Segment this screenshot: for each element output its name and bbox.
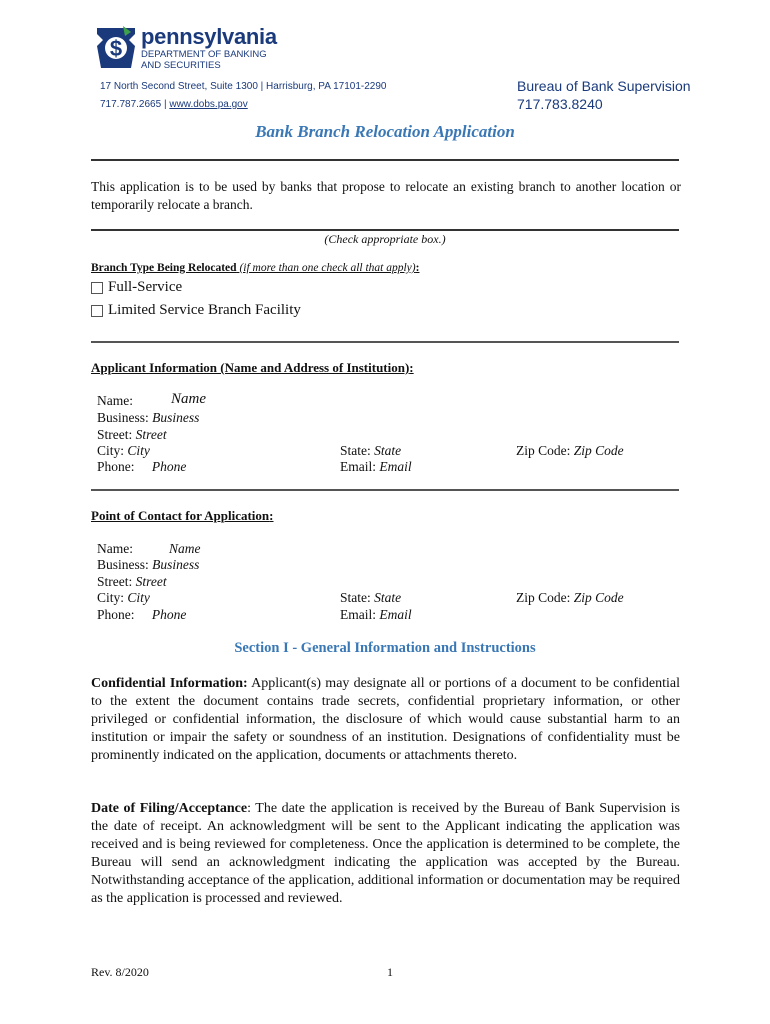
option-label: Full-Service xyxy=(108,279,183,295)
field-label: State: xyxy=(340,590,371,605)
applicant-name-value[interactable]: Name xyxy=(171,391,206,407)
applicant-heading-text: Applicant Information (Name and Address of Institution) xyxy=(91,360,410,375)
contact-city-field[interactable] xyxy=(97,590,150,606)
contact-zip-field[interactable] xyxy=(516,590,624,606)
field-label: Name: xyxy=(97,393,133,408)
contact-email-field[interactable] xyxy=(340,607,412,623)
option-full-service[interactable] xyxy=(91,279,182,296)
contact-phone-field[interactable] xyxy=(97,607,186,623)
contact-email-value[interactable]: Email xyxy=(379,607,412,622)
dept-line-2: AND SECURITIES xyxy=(141,60,221,71)
street-address: 17 North Second Street, Suite 1300 | Harrisburg, PA 17101-2290 xyxy=(100,81,387,92)
paragraph-label: Confidential Information: xyxy=(91,676,248,691)
contact-name-value[interactable]: Name xyxy=(169,541,201,556)
applicant-street-field[interactable] xyxy=(97,427,167,443)
field-label: Street: xyxy=(97,574,133,589)
contact-zip-value[interactable]: Zip Code xyxy=(573,590,624,605)
contact-state-field[interactable] xyxy=(340,590,401,606)
contact-phone-value[interactable]: Phone xyxy=(151,607,187,622)
field-label: Name: xyxy=(97,541,133,556)
contact-heading xyxy=(91,508,274,524)
branch-type-label: Branch Type Being Relocated xyxy=(91,262,237,274)
field-label: City: xyxy=(97,590,125,605)
paragraph-text: Applicant(s) may designate all or portions of a document to be confidential to the extent the document contains trade secrets, confidential proprietary information, or other privileged or confidential information, the disclosure of which would cause substantial harm to an institution or impair the safety or soundness of an institution. Designations of confidentiality must be prominently indicated on the application, documents or attachments thereto. xyxy=(91,676,680,763)
contact-heading-text: Point of Contact for Application xyxy=(91,508,270,523)
field-label: Business: xyxy=(97,410,149,425)
checkbox[interactable] xyxy=(91,305,103,317)
contact-name-field[interactable] xyxy=(97,541,201,557)
bureau-phone: 717.783.8240 xyxy=(517,96,603,112)
bureau-block xyxy=(517,77,691,113)
option-label: Limited Service Branch Facility xyxy=(108,302,301,318)
applicant-email-value[interactable]: Email xyxy=(379,459,412,474)
phone-website xyxy=(100,99,248,110)
applicant-state-field[interactable] xyxy=(340,443,401,459)
applicant-heading-colon: : xyxy=(409,360,414,375)
contact-state-value[interactable]: State xyxy=(374,590,402,605)
applicant-business-value[interactable]: Business xyxy=(152,410,200,425)
field-label: Street: xyxy=(97,427,133,442)
applicant-phone-field[interactable] xyxy=(97,459,186,475)
branch-type-colon: : xyxy=(415,262,420,274)
field-label: City: xyxy=(97,443,125,458)
page-title: Bank Branch Relocation Application xyxy=(255,122,515,141)
checkbox[interactable] xyxy=(91,282,103,294)
bureau-name: Bureau of Bank Supervision xyxy=(517,78,691,94)
contact-street-value[interactable]: Street xyxy=(135,574,167,589)
applicant-city-value[interactable]: City xyxy=(127,443,150,458)
paragraph-text: : The date the application is received by the Bureau of Bank Supervision is the date of receipt. An acknowledgment will be sent to the Applicant indicating the application was received and is being reviewed for completeness. Once the application is determined to be complete, the Bureau will send an acknowledgment indicating the application was accepted by the Bureau. Notwithstanding acceptance of the application, additional information or documentation may be required as the application is processed and reviewed. xyxy=(91,801,680,906)
branch-type-note: (if more than one check all that apply) xyxy=(239,262,416,274)
paragraph-label: Date of Filing/Acceptance xyxy=(91,801,248,816)
field-label: Email: xyxy=(340,459,376,474)
field-label: Zip Code: xyxy=(516,590,571,605)
contact-city-value[interactable]: City xyxy=(127,590,150,605)
applicant-email-field[interactable] xyxy=(340,459,412,475)
field-label: Phone: xyxy=(97,459,135,474)
dept-phone: 717.787.2665 | xyxy=(100,99,167,110)
applicant-phone-value[interactable]: Phone xyxy=(151,459,187,474)
filing-date-paragraph xyxy=(91,800,680,908)
field-label: Email: xyxy=(340,607,376,622)
website-link[interactable]: www.dobs.pa.gov xyxy=(169,99,248,110)
revision-date: Rev. 8/2020 xyxy=(91,965,149,979)
option-limited-service[interactable] xyxy=(91,302,301,319)
applicant-state-value[interactable]: State xyxy=(374,443,402,458)
applicant-city-field[interactable] xyxy=(97,443,150,459)
branch-type-heading xyxy=(91,262,419,274)
contact-heading-colon: : xyxy=(269,508,274,523)
section-heading: Section I - General Information and Instructions xyxy=(234,640,536,656)
applicant-zip-value[interactable]: Zip Code xyxy=(573,443,624,458)
applicant-street-value[interactable]: Street xyxy=(135,427,167,442)
keystone-dollar-logo-icon xyxy=(93,24,139,70)
applicant-name-field[interactable] xyxy=(97,391,206,409)
applicant-business-field[interactable] xyxy=(97,410,199,426)
divider xyxy=(91,489,679,491)
dept-line-1: DEPARTMENT OF BANKING xyxy=(141,49,267,60)
divider xyxy=(91,159,679,161)
org-name: pennsylvania xyxy=(141,24,277,49)
applicant-heading xyxy=(91,360,414,376)
check-note: (Check appropriate box.) xyxy=(324,232,446,246)
divider xyxy=(91,341,679,343)
page-number: 1 xyxy=(387,965,393,979)
contact-business-value[interactable]: Business xyxy=(152,557,200,572)
contact-business-field[interactable] xyxy=(97,557,199,573)
applicant-zip-field[interactable] xyxy=(516,443,624,459)
field-label: Zip Code: xyxy=(516,443,571,458)
contact-street-field[interactable] xyxy=(97,574,167,590)
field-label: Business: xyxy=(97,557,149,572)
svg-text:$: $ xyxy=(109,36,123,61)
field-label: State: xyxy=(340,443,371,458)
intro-text: This application is to be used by banks that propose to relocate an existing branch to another location or temporarily relocate a branch. xyxy=(91,179,681,212)
field-label: Phone: xyxy=(97,607,135,622)
divider xyxy=(91,229,679,231)
confidential-info-paragraph xyxy=(91,675,680,765)
department-name xyxy=(141,49,267,71)
